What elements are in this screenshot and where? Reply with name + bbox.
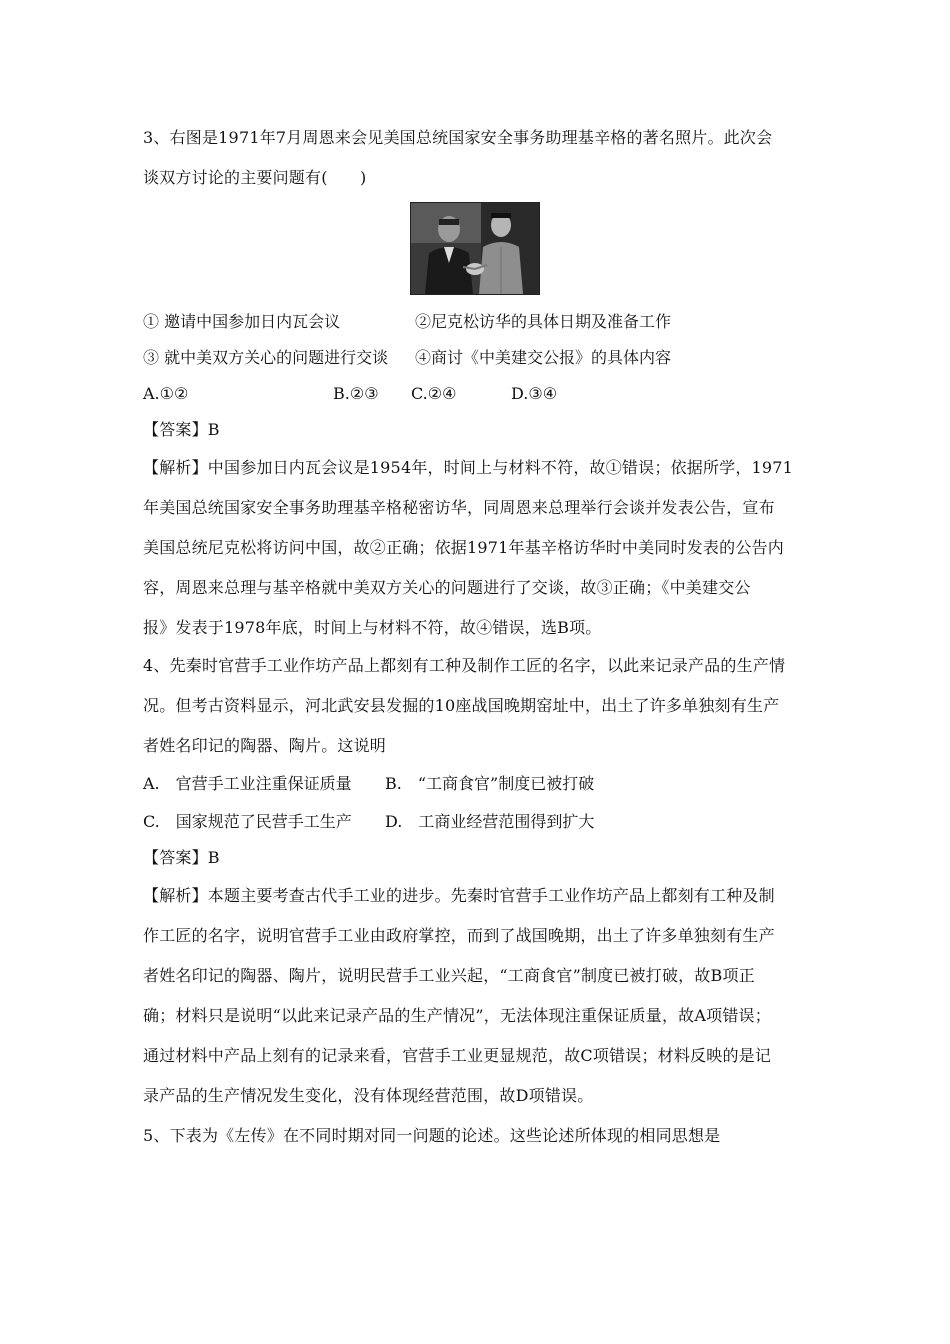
q4-analysis-line: 作工匠的名字，说明官营手工业由政府掌控，而到了战国晚期，出土了许多单独刻有生产: [143, 926, 775, 945]
q3-analysis-line: 年美国总统国家安全事务助理基辛格秘密访华，同周恩来总理举行会谈并发表公告，宣布: [143, 498, 775, 517]
q3-option-a: A.①②: [143, 384, 189, 403]
q3-analysis-line: 【解析】中国参加日内瓦会议是1954年，时间上与材料不符，故①错误；依据所学，1971: [143, 458, 794, 477]
q3-stem-line2: 谈双方讨论的主要问题有( ): [143, 168, 367, 187]
q4-analysis-line: 者姓名印记的陶器、陶片，说明民营手工业兴起，“工商食官”制度已被打破，故B项正: [143, 966, 755, 985]
q3-answer: 【答案】B: [143, 420, 220, 439]
q3-item-1: ① 邀请中国参加日内瓦会议: [143, 312, 341, 331]
q4-stem-line: 4、先秦时官营手工业作坊产品上都刻有工种及制作工匠的名字，以此来记录产品的生产情: [143, 656, 786, 675]
handshake-photo: [410, 202, 540, 295]
q4-option-a: A. 官营手工业注重保证质量: [143, 774, 352, 793]
q4-option-b: B. “工商食官”制度已被打破: [385, 774, 595, 793]
q3-analysis-line: 美国总统尼克松将访问中国，故②正确；依据1971年基辛格访华时中美同时发表的公告内: [143, 538, 784, 557]
q5-stem: 5、下表为《左传》在不同时期对同一问题的论述。这些论述所体现的相同思想是: [143, 1126, 721, 1145]
q3-item-4: ④商讨《中美建交公报》的具体内容: [415, 348, 672, 367]
q4-option-c: C. 国家规范了民营手工生产: [143, 812, 352, 831]
q3-option-c: C.②④: [411, 384, 457, 403]
q3-analysis-line: 报》发表于1978年底，时间上与材料不符，故④错误，选B项。: [143, 618, 602, 637]
q4-analysis-line: 通过材料中产品上刻有的记录来看，官营手工业更显规范，故C项错误；材料反映的是记: [143, 1046, 772, 1065]
handshake-photo-icon: [411, 203, 539, 294]
q3-item-3: ③ 就中美双方关心的问题进行交谈: [143, 348, 389, 367]
q3-option-d: D.③④: [511, 384, 558, 403]
q4-analysis-line: 【解析】本题主要考查古代手工业的进步。先秦时官营手工业作坊产品上都刻有工种及制: [143, 886, 775, 905]
q4-analysis-line: 录产品的生产情况发生变化，没有体现经营范围，故D项错误。: [143, 1086, 594, 1105]
q4-option-d: D. 工商业经营范围得到扩大: [385, 812, 595, 831]
q3-stem-line1: 3、右图是1971年7月周恩来会见美国总统国家安全事务助理基辛格的著名照片。此次会: [143, 128, 773, 147]
q4-stem-line: 者姓名印记的陶器、陶片。这说明: [143, 736, 387, 755]
q4-analysis-line: 确；材料只是说明“以此来记录产品的生产情况”，无法体现注重保证质量，故A项错误；: [143, 1006, 771, 1025]
q4-answer: 【答案】B: [143, 848, 220, 867]
q3-option-b: B.②③: [333, 384, 379, 403]
q3-analysis-line: 容，周恩来总理与基辛格就中美双方关心的问题进行了交谈，故③正确；《中美建交公: [143, 578, 751, 597]
q4-stem-line: 况。但考古资料显示，河北武安县发掘的10座战国晚期窑址中，出土了许多单独刻有生产: [143, 696, 780, 715]
q3-item-2: ②尼克松访华的具体日期及准备工作: [415, 312, 672, 331]
